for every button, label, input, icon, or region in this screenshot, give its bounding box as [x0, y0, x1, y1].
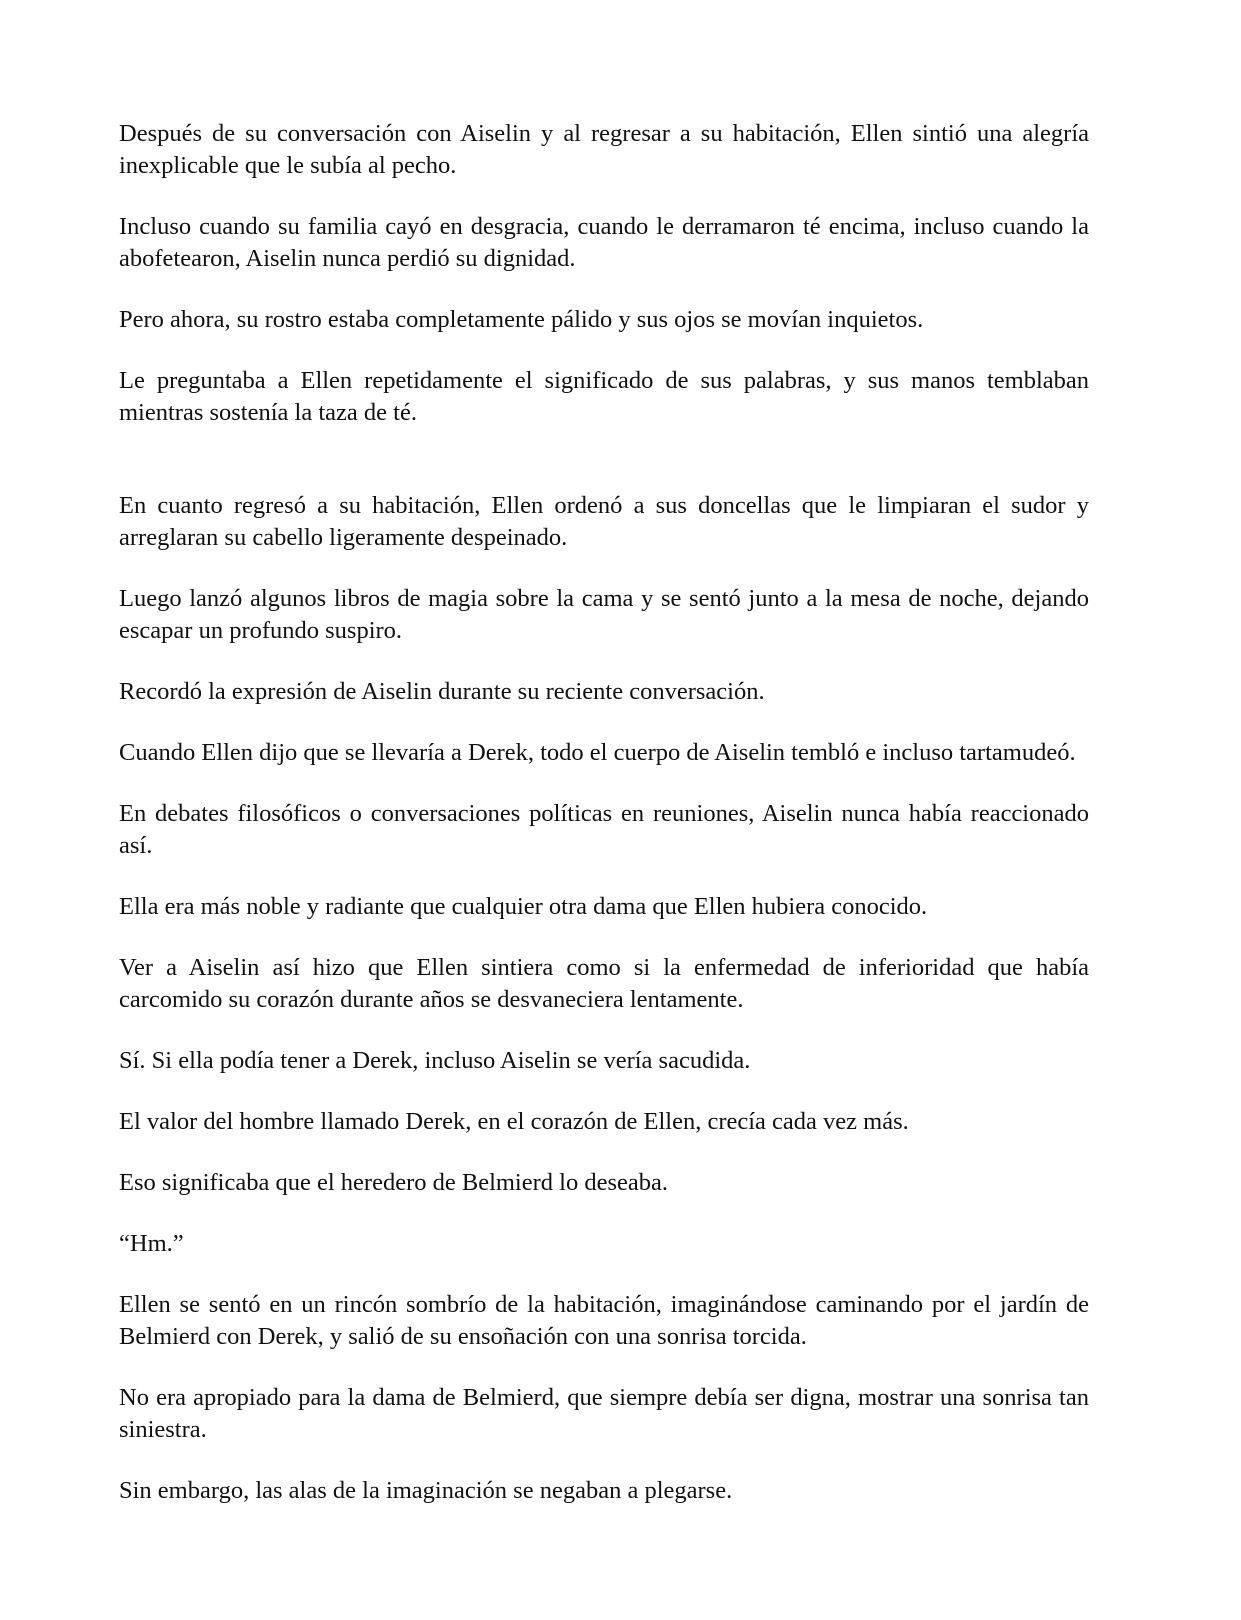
paragraph-spacer	[119, 1077, 1089, 1106]
paragraph-4: Le preguntaba a Ellen repetidamente el significado de sus palabras, y sus manos temblaban mientras sostenía la taza de té.	[119, 367, 1089, 426]
paragraph-9: En debates filosóficos o conversaciones políticas en reuniones, Aiselin nunca había reaccionado así.	[119, 800, 1089, 859]
paragraph-spacer	[119, 923, 1089, 952]
paragraph-18: Sin embargo, las alas de la imaginación se negaban a plegarse.	[119, 1477, 733, 1504]
paragraph-7: Recordó la expresión de Aiselin durante su reciente conversación.	[119, 678, 765, 705]
paragraph-2: Incluso cuando su familia cayó en desgracia, cuando le derramaron té encima, incluso cuando la abofetearon, Aiselin nunca perdió su dignidad.	[119, 213, 1089, 272]
paragraph-5: En cuanto regresó a su habitación, Ellen ordenó a sus doncellas que le limpiaran el sudor y arreglaran su cabello ligeramente despeinado.	[119, 492, 1089, 551]
paragraph-spacer	[119, 182, 1089, 211]
paragraph-spacer	[119, 336, 1089, 365]
paragraph-spacer	[119, 647, 1089, 676]
paragraph-11: Ver a Aiselin así hizo que Ellen sintiera como si la enfermedad de inferioridad que había carcomido su corazón durante años se desvaneciera lentamente.	[119, 954, 1089, 1013]
paragraph-16: Ellen se sentó en un rincón sombrío de la habitación, imaginándose caminando por el jardín de Belmierd con Derek, y salió de su ensoñación con una sonrisa torcida.	[119, 1291, 1089, 1350]
paragraph-spacer	[119, 275, 1089, 304]
paragraph-spacer	[119, 1260, 1089, 1289]
paragraph-15: “Hm.”	[119, 1230, 184, 1257]
paragraph-14: Eso significaba que el heredero de Belmierd lo deseaba.	[119, 1169, 668, 1196]
paragraph-spacer	[119, 1199, 1089, 1228]
paragraph-10: Ella era más noble y radiante que cualquier otra dama que Ellen hubiera conocido.	[119, 893, 928, 920]
paragraph-12: Sí. Si ella podía tener a Derek, incluso Aiselin se vería sacudida.	[119, 1047, 751, 1074]
paragraph-3: Pero ahora, su rostro estaba completamente pálido y sus ojos se movían inquietos.	[119, 306, 924, 333]
paragraph-spacer	[119, 1353, 1089, 1382]
paragraph-spacer	[119, 1016, 1089, 1045]
paragraph-spacer	[119, 769, 1089, 798]
paragraph-spacer	[119, 1138, 1089, 1167]
paragraph-13: El valor del hombre llamado Derek, en el corazón de Ellen, crecía cada vez más.	[119, 1108, 909, 1135]
paragraph-spacer	[119, 554, 1089, 583]
paragraph-spacer	[119, 708, 1089, 737]
paragraph-1: Después de su conversación con Aiselin y al regresar a su habitación, Ellen sintió una alegría inexplicable que le subía al pecho.	[119, 120, 1089, 179]
paragraph-8: Cuando Ellen dijo que se llevaría a Derek, todo el cuerpo de Aiselin tembló e incluso tartamudeó.	[119, 739, 1076, 766]
section-spacer	[119, 429, 1089, 490]
paragraph-spacer	[119, 862, 1089, 891]
paragraph-6: Luego lanzó algunos libros de magia sobre la cama y se sentó junto a la mesa de noche, dejando escapar un profundo suspiro.	[119, 585, 1089, 644]
paragraph-17: No era apropiado para la dama de Belmierd, que siempre debía ser digna, mostrar una sonrisa tan siniestra.	[119, 1384, 1089, 1443]
paragraph-spacer	[119, 1446, 1089, 1475]
